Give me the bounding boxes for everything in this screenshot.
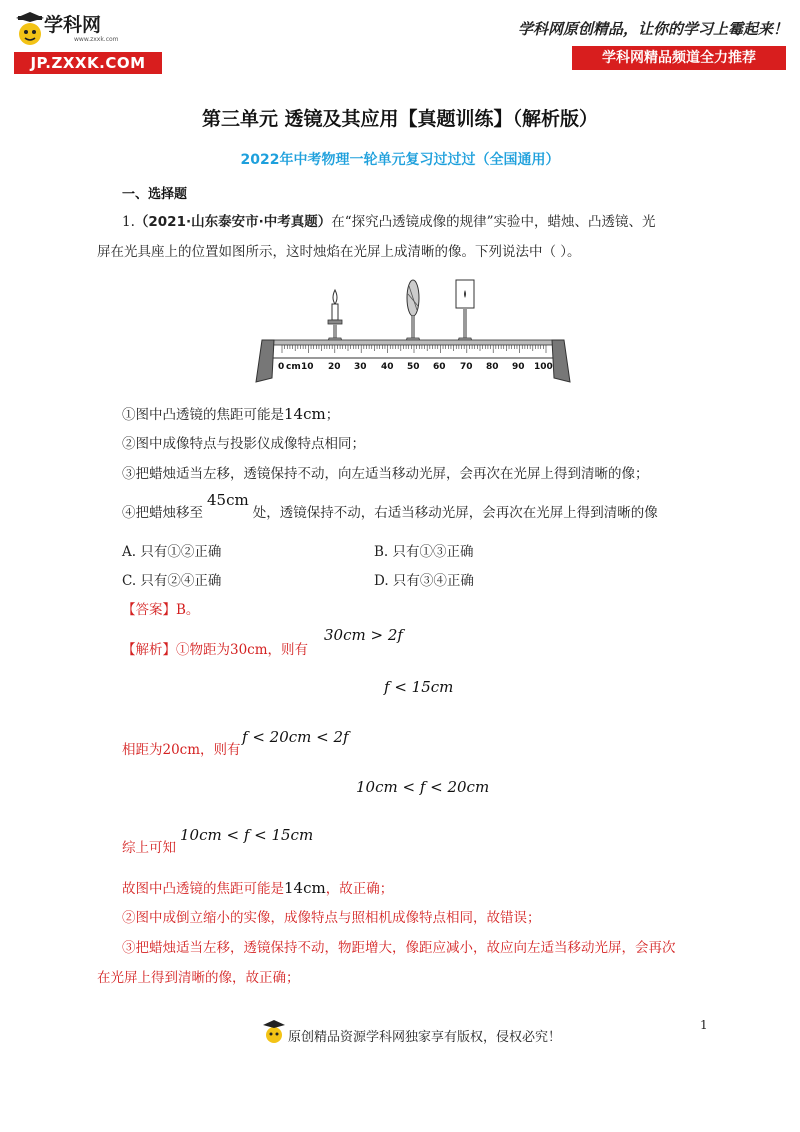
page-title: 第三单元 透镜及其应用【真题训练】（解析版） [201, 108, 599, 130]
light-screen-icon [456, 280, 474, 346]
answer-label: 【答案】B。 [122, 602, 200, 618]
question-line-2: 屏在光具座上的位置如图所示，这时烛焰在光屏上成清晰的像。下列说法中（ ）。 [97, 244, 581, 260]
option-c: C. 只有②④正确 [122, 573, 222, 589]
question-source: （2021·山东泰安市·中考真题） [134, 214, 332, 230]
mascot-icon [14, 10, 46, 50]
statement-1-text: ①图中凸透镜的焦距可能是 [122, 407, 284, 423]
statement-4-suffix: 处，透镜保持不动，右适当移动光屏，会再次在光屏上得到清晰的像 [252, 505, 658, 521]
optical-bench-figure [250, 278, 580, 386]
equation-4: 10cm < f < 20cm [356, 778, 490, 796]
option-b: B. 只有①③正确 [374, 544, 474, 560]
analysis-line-1 [122, 640, 308, 660]
logo-text: 学科网 [44, 14, 102, 36]
analysis-suffix-4: ，故正确； [325, 881, 394, 897]
ruler-label-cm: cm [286, 362, 301, 372]
equation-3: f < 20cm < 2f [242, 728, 349, 746]
statement-4-text: ④把蜡烛移至 [122, 505, 203, 521]
equation-5: 10cm < f < 15cm [180, 826, 314, 844]
header-slogan-bar: 学科网精品频道全力推荐 [572, 46, 786, 70]
statement-1-math: 14cm [284, 405, 326, 423]
analysis-text-1: ①物距为30cm，则有 [176, 642, 309, 658]
convex-lens-icon [405, 280, 421, 346]
option-d: D. 只有③④正确 [374, 573, 474, 589]
page-subtitle: 2022年中考物理一轮单元复习过过过（全国通用） [240, 152, 560, 168]
candle-icon [327, 290, 343, 346]
ruler-label-20: 20 [328, 362, 341, 372]
ruler-label-10: 10 [301, 362, 314, 372]
statement-4 [122, 491, 658, 523]
ruler-label-40: 40 [381, 362, 394, 372]
analysis-math-4: 14cm [284, 879, 326, 897]
ruler-label-100: 100 [534, 362, 553, 372]
analysis-line-5: ②图中成倒立缩小的实像，成像特点与照相机成像特点相同，故错误； [122, 910, 541, 926]
analysis-line-3: 综上可知 [122, 840, 176, 856]
question-number: 1. [122, 214, 135, 230]
analysis-line-7: 在光屏上得到清晰的像，故正确； [97, 970, 300, 986]
logo-bar: JP.ZXXK.COM [14, 52, 162, 74]
page-number: 1 [700, 1018, 708, 1032]
question-line-1 [122, 212, 656, 232]
analysis-line-6: ③把蜡烛适当左移，透镜保持不动，物距增大，像距应减小，故应向左适当移动光屏，会再次 [122, 940, 676, 956]
ruler-label-60: 60 [433, 362, 446, 372]
statement-3: ③把蜡烛适当左移，透镜保持不动，向左适当移动光屏，会再次在光屏上得到清晰的像； [122, 466, 649, 482]
analysis-text-4: 故图中凸透镜的焦距可能是 [122, 881, 284, 897]
equation-2: f < 15cm [384, 678, 454, 696]
site-logo [14, 10, 164, 76]
statement-2: ②图中成像特点与投影仪成像特点相同； [122, 436, 365, 452]
footer-mascot-icon [262, 1018, 286, 1046]
ruler-label-80: 80 [486, 362, 499, 372]
ruler-label-90: 90 [512, 362, 525, 372]
logo-domain: www.zxxk.com [74, 36, 119, 43]
footer-copyright: 原创精品资源学科网独家享有版权，侵权必究！ [288, 1030, 562, 1045]
analysis-line-2: 相距为20cm，则有 [122, 742, 241, 758]
question-stem: 在“探究凸透镜成像的规律”实验中，蜡烛、凸透镜、光 [331, 214, 656, 230]
statement-1 [122, 404, 339, 425]
analysis-label: 【解析】 [122, 642, 176, 658]
right-support [552, 340, 570, 382]
statement-4-math: 45cm [207, 491, 249, 509]
header-slogan: 学科网原创精品，让你的学习上霉起来！ [518, 20, 789, 38]
equation-1: 30cm > 2f [324, 626, 403, 644]
ruler-label-0: 0 [278, 362, 285, 372]
statement-1-suffix: ； [325, 407, 340, 423]
left-support [256, 340, 274, 382]
option-a: A. 只有①②正确 [122, 544, 222, 560]
analysis-line-4 [122, 878, 393, 899]
ruler-label-30: 30 [354, 362, 367, 372]
ruler-label-50: 50 [407, 362, 420, 372]
ruler-label-70: 70 [460, 362, 473, 372]
section-heading: 一、选择题 [122, 187, 188, 202]
